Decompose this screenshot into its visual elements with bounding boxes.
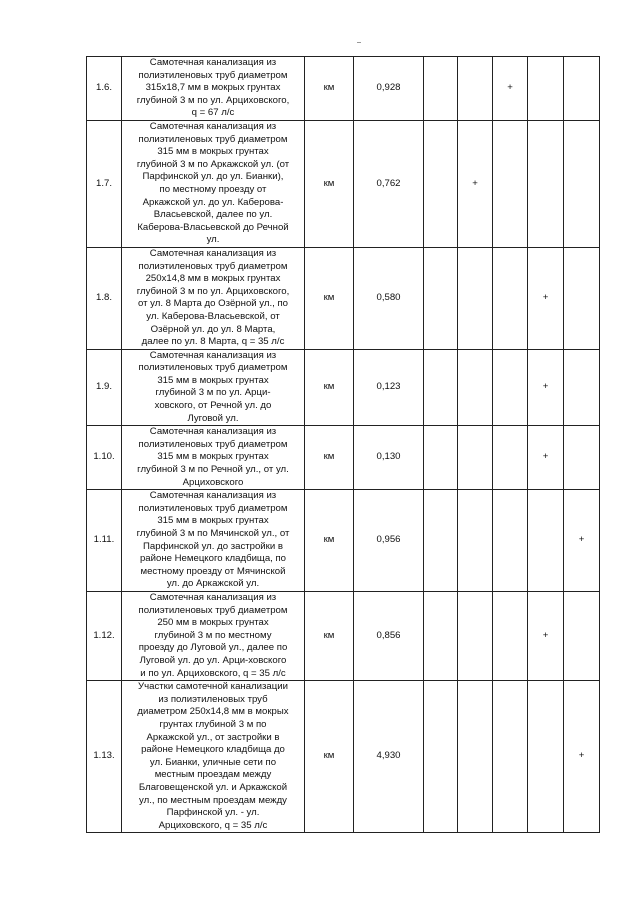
stage-mark-4: + bbox=[528, 592, 564, 681]
work-description bbox=[122, 247, 305, 349]
stage-mark-4 bbox=[528, 681, 564, 833]
work-description-text: Самотечная канализация из полиэтиленовых труб диаметром 315х18,7 мм в мокрых грунтах глубиной 3 м по ул. Арциховского, q = 67 л/с bbox=[136, 57, 290, 119]
length-value: 0,123 bbox=[354, 349, 424, 426]
row-number: 1.13. bbox=[87, 681, 122, 833]
work-description bbox=[122, 57, 305, 121]
row-number: 1.6. bbox=[87, 57, 122, 121]
work-description bbox=[122, 121, 305, 248]
stage-mark-3 bbox=[493, 490, 528, 592]
unit-cell: км bbox=[305, 681, 354, 833]
table-body bbox=[87, 57, 600, 833]
work-description-text: Самотечная канализация из полиэтиленовых труб диаметром 250 мм в мокрых грунтах глубиной 3 м по местному проезду до Луговой ул., далее по Луговой ул. до ул. Арци-ховского и по ул. Арциховского, q = 35 л/с bbox=[138, 592, 288, 679]
length-value: 0,928 bbox=[354, 57, 424, 121]
row-number: 1.9. bbox=[87, 349, 122, 426]
work-description-text: Самотечная канализация из полиэтиленовых труб диаметром 315 мм в мокрых грунтах глубиной 3 м по Речной ул., от ул. Арциховского bbox=[137, 426, 289, 488]
unit-cell: км bbox=[305, 57, 354, 121]
length-value: 0,130 bbox=[354, 426, 424, 490]
stage-mark-2 bbox=[458, 247, 493, 349]
stage-mark-5: + bbox=[564, 681, 600, 833]
unit-cell: км bbox=[305, 426, 354, 490]
work-description bbox=[122, 490, 305, 592]
unit-cell: км bbox=[305, 592, 354, 681]
table-row bbox=[87, 681, 600, 833]
stage-mark-5 bbox=[564, 57, 600, 121]
row-number: 1.12. bbox=[87, 592, 122, 681]
stage-mark-2 bbox=[458, 426, 493, 490]
stage-mark-1 bbox=[424, 57, 458, 121]
row-number: 1.11. bbox=[87, 490, 122, 592]
stage-mark-3 bbox=[493, 121, 528, 248]
stage-mark-1 bbox=[424, 490, 458, 592]
work-description-text: Самотечная канализация из полиэтиленовых труб диаметром 250х14,8 мм в мокрых грунтах глубиной 3 м по ул. Арциховского, от ул. 8 Марта до Озёрной ул., по ул. Каберова-Власьевской, от Озёрной ул. до ул. 8 Марта, далее по ул. 8 Марта, q = 35 л/с bbox=[136, 247, 290, 348]
row-number: 1.7. bbox=[87, 121, 122, 248]
stage-mark-2 bbox=[458, 592, 493, 681]
stage-mark-2 bbox=[458, 57, 493, 121]
row-number: 1.8. bbox=[87, 247, 122, 349]
stage-mark-5 bbox=[564, 121, 600, 248]
stage-mark-5: + bbox=[564, 490, 600, 592]
stage-mark-3: + bbox=[493, 57, 528, 121]
work-description bbox=[122, 426, 305, 490]
stage-mark-2 bbox=[458, 349, 493, 426]
stage-mark-1 bbox=[424, 121, 458, 248]
length-value: 0,580 bbox=[354, 247, 424, 349]
stage-mark-3 bbox=[493, 349, 528, 426]
table-row bbox=[87, 592, 600, 681]
work-description bbox=[122, 592, 305, 681]
stage-mark-1 bbox=[424, 349, 458, 426]
stage-mark-1 bbox=[424, 247, 458, 349]
work-description-text: Самотечная канализация из полиэтиленовых труб диаметром 315 мм в мокрых грунтах глубиной 3 м по ул. Арци- ховского, от Речной ул. до Луговой ул. bbox=[138, 349, 288, 424]
table-row bbox=[87, 349, 600, 426]
stage-mark-4 bbox=[528, 490, 564, 592]
work-description-text: Самотечная канализация из полиэтиленовых труб диаметром 315 мм в мокрых грунтах глубиной 3 м по Аркажской ул. (от Парфинской ул. до ул. Бианки), по местному проезду от Аркажской ул. до ул. Каберова- Власьевской, далее по ул. Каберова-Власьевской до Речной ул. bbox=[136, 121, 290, 246]
stage-mark-4 bbox=[528, 121, 564, 248]
work-description-text: Самотечная канализация из полиэтиленовых труб диаметром 315 мм в мокрых грунтах глубиной 3 м по Мячинской ул., от Парфинской ул. до застройки в районе Немецкого кладбища, по местному проезду от Мячинской ул. до Аркажской ул. bbox=[136, 490, 290, 590]
work-description bbox=[122, 681, 305, 833]
stage-mark-1 bbox=[424, 681, 458, 833]
stage-mark-3 bbox=[493, 681, 528, 833]
work-description-text: Участки самотечной канализации из полиэтиленовых труб диаметром 250х14,8 мм в мокрых грунтах глубиной 3 м по Аркажской ул., от застройки в районе Немецкого кладбища до ул. Бианки, уличные сети по местным проездам между Благовещенской ул. и Аркажской ул., по местным проездам между Парфинской ул. - ул. Арциховского, q = 35 л/с bbox=[137, 681, 289, 831]
stage-mark-4 bbox=[528, 57, 564, 121]
stage-mark-5 bbox=[564, 247, 600, 349]
table-row bbox=[87, 490, 600, 592]
stage-mark-4: + bbox=[528, 426, 564, 490]
stage-mark-3 bbox=[493, 247, 528, 349]
table-row bbox=[87, 121, 600, 248]
row-number: 1.10. bbox=[87, 426, 122, 490]
stage-mark-4: + bbox=[528, 349, 564, 426]
length-value: 4,930 bbox=[354, 681, 424, 833]
table-row bbox=[87, 247, 600, 349]
stage-mark-4: + bbox=[528, 247, 564, 349]
stage-mark-2: + bbox=[458, 121, 493, 248]
stage-mark-2 bbox=[458, 490, 493, 592]
stage-mark-1 bbox=[424, 426, 458, 490]
unit-cell: км bbox=[305, 349, 354, 426]
unit-cell: км bbox=[305, 247, 354, 349]
unit-cell: км bbox=[305, 490, 354, 592]
table-row bbox=[87, 426, 600, 490]
scan-mark bbox=[357, 42, 361, 43]
stage-mark-1 bbox=[424, 592, 458, 681]
stage-mark-3 bbox=[493, 592, 528, 681]
works-table bbox=[86, 56, 600, 833]
table-row bbox=[87, 57, 600, 121]
stage-mark-5 bbox=[564, 592, 600, 681]
length-value: 0,762 bbox=[354, 121, 424, 248]
stage-mark-5 bbox=[564, 426, 600, 490]
length-value: 0,856 bbox=[354, 592, 424, 681]
stage-mark-3 bbox=[493, 426, 528, 490]
length-value: 0,956 bbox=[354, 490, 424, 592]
stage-mark-5 bbox=[564, 349, 600, 426]
work-description bbox=[122, 349, 305, 426]
unit-cell: км bbox=[305, 121, 354, 248]
stage-mark-2 bbox=[458, 681, 493, 833]
